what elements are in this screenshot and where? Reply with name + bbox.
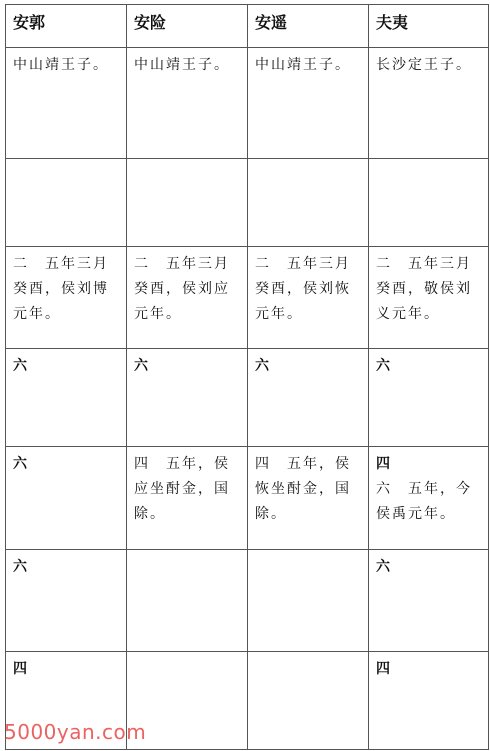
table-cell (6, 247, 127, 349)
cell-line: 六 五年，今 (376, 481, 472, 497)
cell-line: 六 (13, 559, 29, 575)
cell-line: 除。 (255, 506, 287, 522)
cell-line: 应坐酎金，国 (134, 481, 230, 497)
cell-line: 中山靖王子。 (13, 57, 109, 73)
cell-line: 癸酉，侯刘恢 (255, 281, 351, 297)
cell-line: 癸酉，敬侯刘 (376, 281, 472, 297)
cell-line: 六 (13, 456, 29, 472)
cell-line: 侯禹元年。 (376, 506, 456, 522)
table-cell (127, 447, 248, 550)
cell-line: 二 五年三月 (13, 256, 109, 272)
header-cell: 安遥 (248, 5, 369, 48)
table-row (6, 159, 489, 247)
table-cell (369, 159, 489, 247)
cell-line: 长沙定王子。 (376, 57, 472, 73)
table-cell (127, 349, 248, 447)
history-table (5, 4, 489, 750)
cell-line: 六 (376, 559, 392, 575)
table-cell (369, 349, 489, 447)
table-row (6, 349, 489, 447)
table-row (6, 48, 489, 159)
table-row (6, 247, 489, 349)
cell-line: 中山靖王子。 (134, 57, 230, 73)
table-cell (6, 159, 127, 247)
table-cell (369, 48, 489, 159)
cell-line: 除。 (134, 506, 166, 522)
header-cell: 安险 (127, 5, 248, 48)
table-cell (127, 550, 248, 652)
cell-line: 元年。 (134, 306, 182, 322)
table-cell (127, 247, 248, 349)
table-cell (369, 247, 489, 349)
cell-line: 义元年。 (376, 306, 440, 322)
cell-line: 二 五年三月 (376, 256, 472, 272)
header-cell: 夫夷 (369, 5, 489, 48)
cell-line: 癸酉，侯刘应 (134, 281, 230, 297)
table-cell (248, 550, 369, 652)
cell-line: 六 (255, 358, 271, 374)
table-cell (248, 247, 369, 349)
table-cell (127, 159, 248, 247)
table-cell (369, 447, 489, 550)
table-cell (127, 48, 248, 159)
cell-line: 元年。 (13, 306, 61, 322)
table-row (6, 447, 489, 550)
table-cell (248, 652, 369, 750)
table-cell (6, 447, 127, 550)
cell-line: 四 (13, 661, 29, 677)
cell-line: 四 (376, 661, 392, 677)
cell-line: 六 (13, 358, 29, 374)
cell-line: 六 (376, 358, 392, 374)
table-cell (248, 349, 369, 447)
site-watermark: 5000yan.com (4, 720, 147, 744)
table-cell (6, 550, 127, 652)
cell-line: 二 五年三月 (255, 256, 351, 272)
cell-line: 癸酉，侯刘博 (13, 281, 109, 297)
table-cell (248, 447, 369, 550)
cell-line: 二 五年三月 (134, 256, 230, 272)
table-cell (6, 48, 127, 159)
cell-line: 四 五年，侯 (134, 456, 230, 472)
header-cell: 安郭 (6, 5, 127, 48)
cell-line: 四 五年，侯 (255, 456, 351, 472)
cell-line: 中山靖王子。 (255, 57, 351, 73)
table-cell (248, 48, 369, 159)
cell-line: 恢坐酎金，国 (255, 481, 351, 497)
table-cell (6, 349, 127, 447)
header-row (6, 5, 489, 48)
table-cell (369, 652, 489, 750)
cell-line: 六 (134, 358, 150, 374)
cell-line: 元年。 (255, 306, 303, 322)
table-row (6, 550, 489, 652)
table-cell (248, 159, 369, 247)
cell-line: 四 (376, 456, 392, 472)
table-cell (369, 550, 489, 652)
